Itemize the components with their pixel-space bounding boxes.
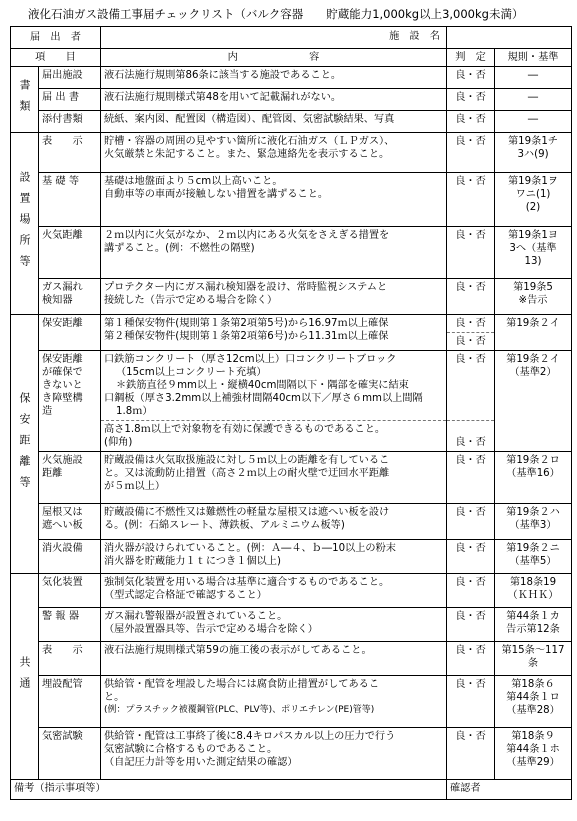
judge-r5[interactable]: 良・否 bbox=[447, 173, 495, 227]
judge-r2[interactable]: 良・否 bbox=[447, 89, 495, 111]
judge-r8b: 良・否 bbox=[455, 336, 486, 347]
col-item-header: 項 目 bbox=[11, 49, 101, 67]
judge-r4[interactable]: 良・否 bbox=[447, 133, 495, 173]
judge-r6[interactable]: 良・否 bbox=[447, 227, 495, 279]
judge-r9a[interactable]: 良・否 bbox=[447, 351, 495, 421]
content-r5: 基礎は地盤面より５cm以上高いこと。 自動車等の車両が接触しない措置を講ずること。 bbox=[101, 173, 447, 227]
rule-r8: 第19条２イ bbox=[495, 315, 572, 351]
content-r9a: 口鉄筋コンクリート（厚さ12cm以上）口コンクリートブロック （15cm以上コンクリート充填） ＊鉄筋直径９mm以上・縦横40cm間隔以下・隅部を確実に結束 口鋼板（厚さ3.2mm以上補強材間隔40cm以下／厚さ６mm以上間隔 1.8ｍ） bbox=[101, 351, 447, 421]
judge-r1[interactable]: 良・否 bbox=[447, 67, 495, 89]
content-r17: 供給管・配管は工事終了後に8.4キロパスカル以上の圧力で行う 気密試験に合格するものであること。 （自記圧力計等を用いた測定結果の確認） bbox=[101, 728, 447, 780]
item-hoan-kyori: 保安距離 bbox=[39, 315, 101, 351]
item-todokedesho: 届 出 書 bbox=[39, 89, 101, 111]
kakunin-field[interactable]: 確認者 bbox=[447, 780, 572, 800]
judge-r16[interactable]: 良・否 bbox=[447, 676, 495, 728]
item-kiso: 基 礎 等 bbox=[39, 173, 101, 227]
todokede-label: 届 出 者 bbox=[11, 27, 101, 49]
judge-r8a[interactable]: 良・否 良・否 bbox=[447, 315, 495, 351]
content-r7: プロテクター内にガス漏れ検知器を設け、常時監視システムと 接続した（告示で定める場合を除く） bbox=[101, 279, 447, 315]
content-r3: 続紙、案内図、配置図（構造図）、配管図、気密試験結果、写真 bbox=[101, 111, 447, 133]
item-shoheki: 保安距離 が確保で きないと き障壁構 造 bbox=[39, 351, 101, 452]
item-kika: 気化装置 bbox=[39, 574, 101, 608]
rule-r11: 第19条２ハ （基準3） bbox=[495, 504, 572, 540]
content-r11: 貯蔵設備に不燃性又は難燃性の軽量な屋根又は遮へい板を設け る。(例：石綿スレート、薄鉄板、アルミニウム板等) bbox=[101, 504, 447, 540]
judge-r3[interactable]: 良・否 bbox=[447, 111, 495, 133]
rule-r14: 第44条１カ 告示第12条 bbox=[495, 608, 572, 642]
group-setchi: 設置場所等 bbox=[11, 133, 39, 315]
rule-r16: 第18条６ 第44条１ロ （基準28） bbox=[495, 676, 572, 728]
item-kimitsu: 気密試験 bbox=[39, 728, 101, 780]
col-content-header: 内 容 bbox=[101, 49, 447, 67]
group-shorui: 書類 bbox=[11, 67, 39, 133]
rule-r4: 第19条1チ 3ハ(9) bbox=[495, 133, 572, 173]
rule-r7: 第19条5 ※告示 bbox=[495, 279, 572, 315]
shisetsu-label: 施 設 名 bbox=[389, 31, 440, 42]
rule-r13: 第18条19 （ＫＨＫ） bbox=[495, 574, 572, 608]
item-hyoji-2: 表 示 bbox=[39, 642, 101, 676]
content-r16: 供給管・配管を埋設した場合には腐食防止措置がしてあるこ と。 (例：プラスチック被覆鋼管(PLC、PLV等)、ポリエチレン(PE)管等) bbox=[101, 676, 447, 728]
content-r12: 消火器が設けられていること。(例：Ａ―４、ｂ―10以上の粉末 消火器を貯蔵能力１ｔにつき１個以上) bbox=[101, 540, 447, 574]
rule-r5: 第19条1ヲ ワニ(1) (2) bbox=[495, 173, 572, 227]
col-judge-header: 判 定 bbox=[447, 49, 495, 67]
rule-r6: 第19条1ヨ 3へ（基準 13) bbox=[495, 227, 572, 279]
judge-r14[interactable]: 良・否 bbox=[447, 608, 495, 642]
page-title: 液化石油ガス設備工事届チェックリスト（バルク容器 貯蔵能力1,000kg以上3,000kg未満） bbox=[28, 7, 524, 21]
rule-r1: ― bbox=[495, 67, 572, 89]
rule-r2: ― bbox=[495, 89, 572, 111]
item-kaki-shisetsu: 火気施設 距離 bbox=[39, 452, 101, 504]
rule-r15: 第15条～117 条 bbox=[495, 642, 572, 676]
rule-r12: 第19条２ニ （基準5） bbox=[495, 540, 572, 574]
judge-r7[interactable]: 良・否 bbox=[447, 279, 495, 315]
rule-r10: 第19条２ロ （基準16） bbox=[495, 452, 572, 504]
item-todokede-shisetsu: 届出施設 bbox=[39, 67, 101, 89]
content-r14: ガス漏れ警報器が設置されていること。 （屋外設置器具等、告示で定める場合を除く） bbox=[101, 608, 447, 642]
content-r6: ２ｍ以内に火気がなか、２ｍ以内にある火気をさえぎる措置を 講ずること。(例：不燃性の隔壁) bbox=[101, 227, 447, 279]
judge-r15[interactable]: 良・否 bbox=[447, 642, 495, 676]
content-r1: 液石法施行規則第86条に該当する施設であること。 bbox=[101, 67, 447, 89]
group-hoan: 保安距離等 bbox=[11, 315, 39, 574]
content-r4: 貯槽・容器の周囲の見やすい箇所に液化石油ガス（ＬＰガス）、 火気厳禁と朱記すること。また、緊急連絡先を表示すること。 bbox=[101, 133, 447, 173]
rule-r17: 第18条９ 第44条１ホ （基準29） bbox=[495, 728, 572, 780]
todokede-value[interactable] bbox=[101, 27, 447, 49]
item-yane: 屋根又は 遮へい板 bbox=[39, 504, 101, 540]
content-r10: 貯蔵設備は火気取扱施設に対し５ｍ以上の距離を有しているこ と。又は流動防止措置（高さ２ｍ以上の耐火壁で迂回水平距離 が５ｍ以上） bbox=[101, 452, 447, 504]
judge-r11[interactable]: 良・否 bbox=[447, 504, 495, 540]
judge-r9b[interactable]: 良・否 bbox=[447, 421, 495, 452]
content-r9b: 高さ1.8ｍ以上で対象物を有効に保護できるものであること。 (仰角) bbox=[101, 421, 447, 452]
item-hyoji-1: 表 示 bbox=[39, 133, 101, 173]
judge-r10[interactable]: 良・否 bbox=[447, 452, 495, 504]
item-keihoki: 警 報 器 bbox=[39, 608, 101, 642]
group-kyotsu: 共通 bbox=[11, 574, 39, 780]
biko-field[interactable]: 備考（指示事項等） bbox=[11, 780, 447, 800]
col-rule-header: 規則・基準 bbox=[495, 49, 572, 67]
judge-r12[interactable]: 良・否 bbox=[447, 540, 495, 574]
item-kaki-kyori: 火気距離 bbox=[39, 227, 101, 279]
content-r15: 液石法施行規則様式第59の施工後の表示がしてあること。 bbox=[101, 642, 447, 676]
item-maisetsu: 埋設配管 bbox=[39, 676, 101, 728]
rule-r9: 第19条２イ （基準2） bbox=[495, 351, 572, 452]
judge-r13[interactable]: 良・否 bbox=[447, 574, 495, 608]
content-r13: 強制気化装置を用いる場合は基準に適合するものであること。 （型式認定合格証で確認すること） bbox=[101, 574, 447, 608]
content-r8: 第１種保安物件(規則第１条第2項第5号)から16.97ｍ以上確保 第２種保安物件(規則第１条第2項第6号)から11.31ｍ以上確保 bbox=[101, 315, 447, 351]
judge-r17[interactable]: 良・否 bbox=[447, 728, 495, 780]
shisetsu-value[interactable] bbox=[447, 27, 572, 49]
rule-r3: ― bbox=[495, 111, 572, 133]
checklist-table bbox=[10, 26, 572, 800]
item-tenpu: 添付書類 bbox=[39, 111, 101, 133]
item-shoka: 消火設備 bbox=[39, 540, 101, 574]
content-r2: 液石法施行規則様式第48を用いて記載漏れがない。 bbox=[101, 89, 447, 111]
item-gasumore: ガス漏れ 検知器 bbox=[39, 279, 101, 315]
